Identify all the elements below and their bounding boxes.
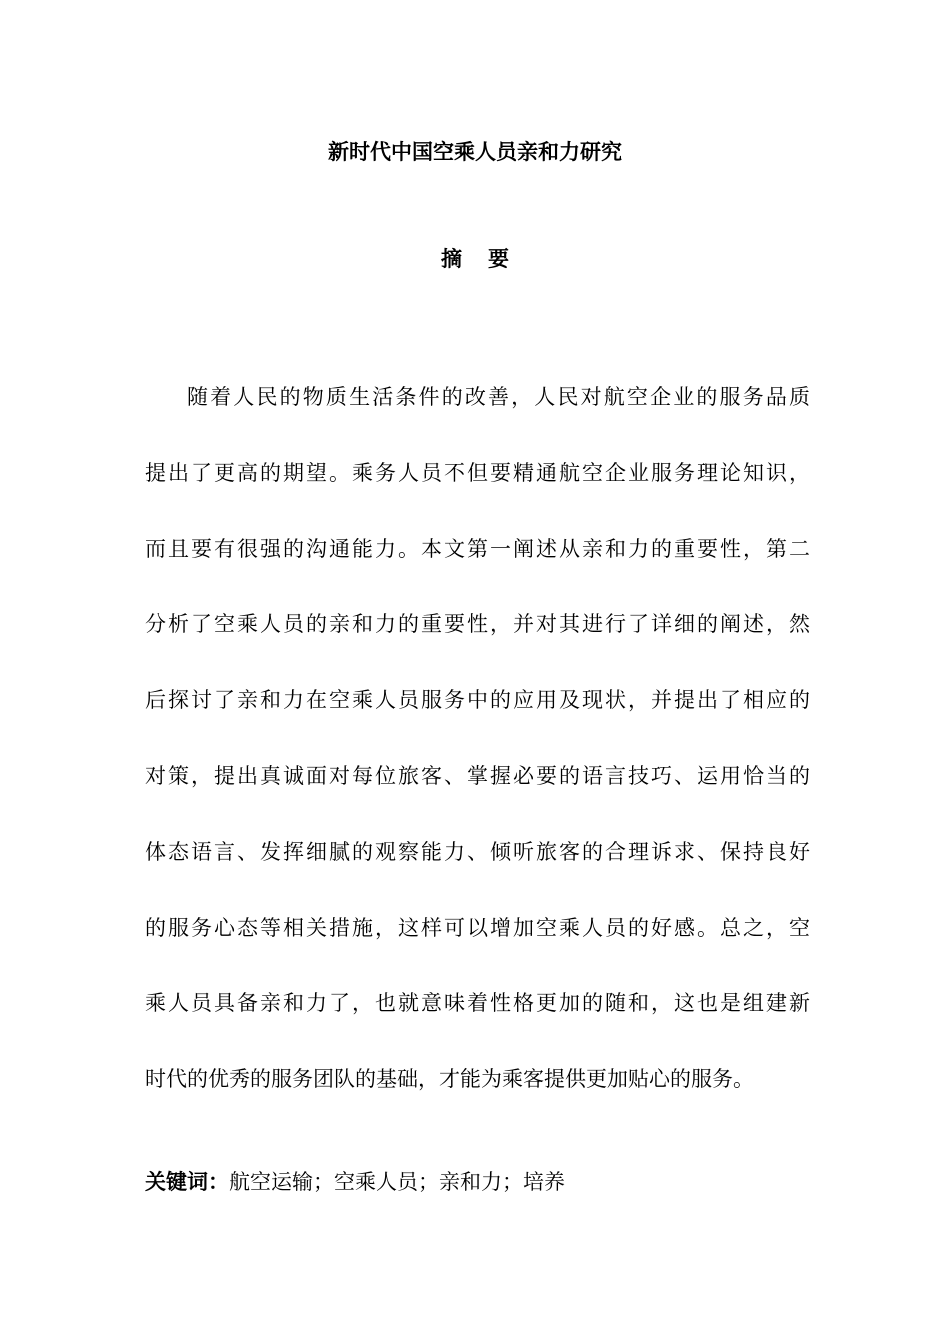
abstract-line: 对策，提出真诚面对每位旅客、掌握必要的语言技巧、运用恰当的 [145,763,810,788]
keywords [145,1164,565,1200]
abstract-line: 时代的优秀的服务团队的基础，才能为乘客提供更加贴心的服务。 [145,1067,754,1092]
abstract-line: 体态语言、发挥细腻的观察能力、倾听旅客的合理诉求、保持良好 [145,839,810,864]
abstract-line: 乘人员具备亲和力了，也就意味着性格更加的随和，这也是组建新 [145,991,810,1016]
abstract-line: 分析了空乘人员的亲和力的重要性，并对其进行了详细的阐述，然 [145,612,810,637]
abstract-line: 而且要有很强的沟通能力。本文第一阐述从亲和力的重要性，第二 [145,536,810,561]
abstract-line: 随着人民的物质生活条件的改善，人民对航空企业的服务品质 [187,385,810,409]
paper-title: 新时代中国空乘人员亲和力研究 [328,140,622,164]
abstract-line: 提出了更高的期望。乘务人员不但要精通航空企业服务理论知识， [145,460,810,485]
abstract-body [145,360,810,1118]
abstract-heading-char-2: 要 [488,247,509,271]
keywords-label: 关键词： [145,1170,229,1194]
abstract-line: 的服务心态等相关措施，这样可以增加空乘人员的好感。总之，空 [145,915,810,940]
abstract-heading-char-1: 摘 [441,247,462,271]
abstract-line: 后探讨了亲和力在空乘人员服务中的应用及现状，并提出了相应的 [145,688,810,713]
keywords-text: 航空运输；空乘人员；亲和力；培养 [229,1170,565,1194]
abstract-heading [0,241,950,277]
